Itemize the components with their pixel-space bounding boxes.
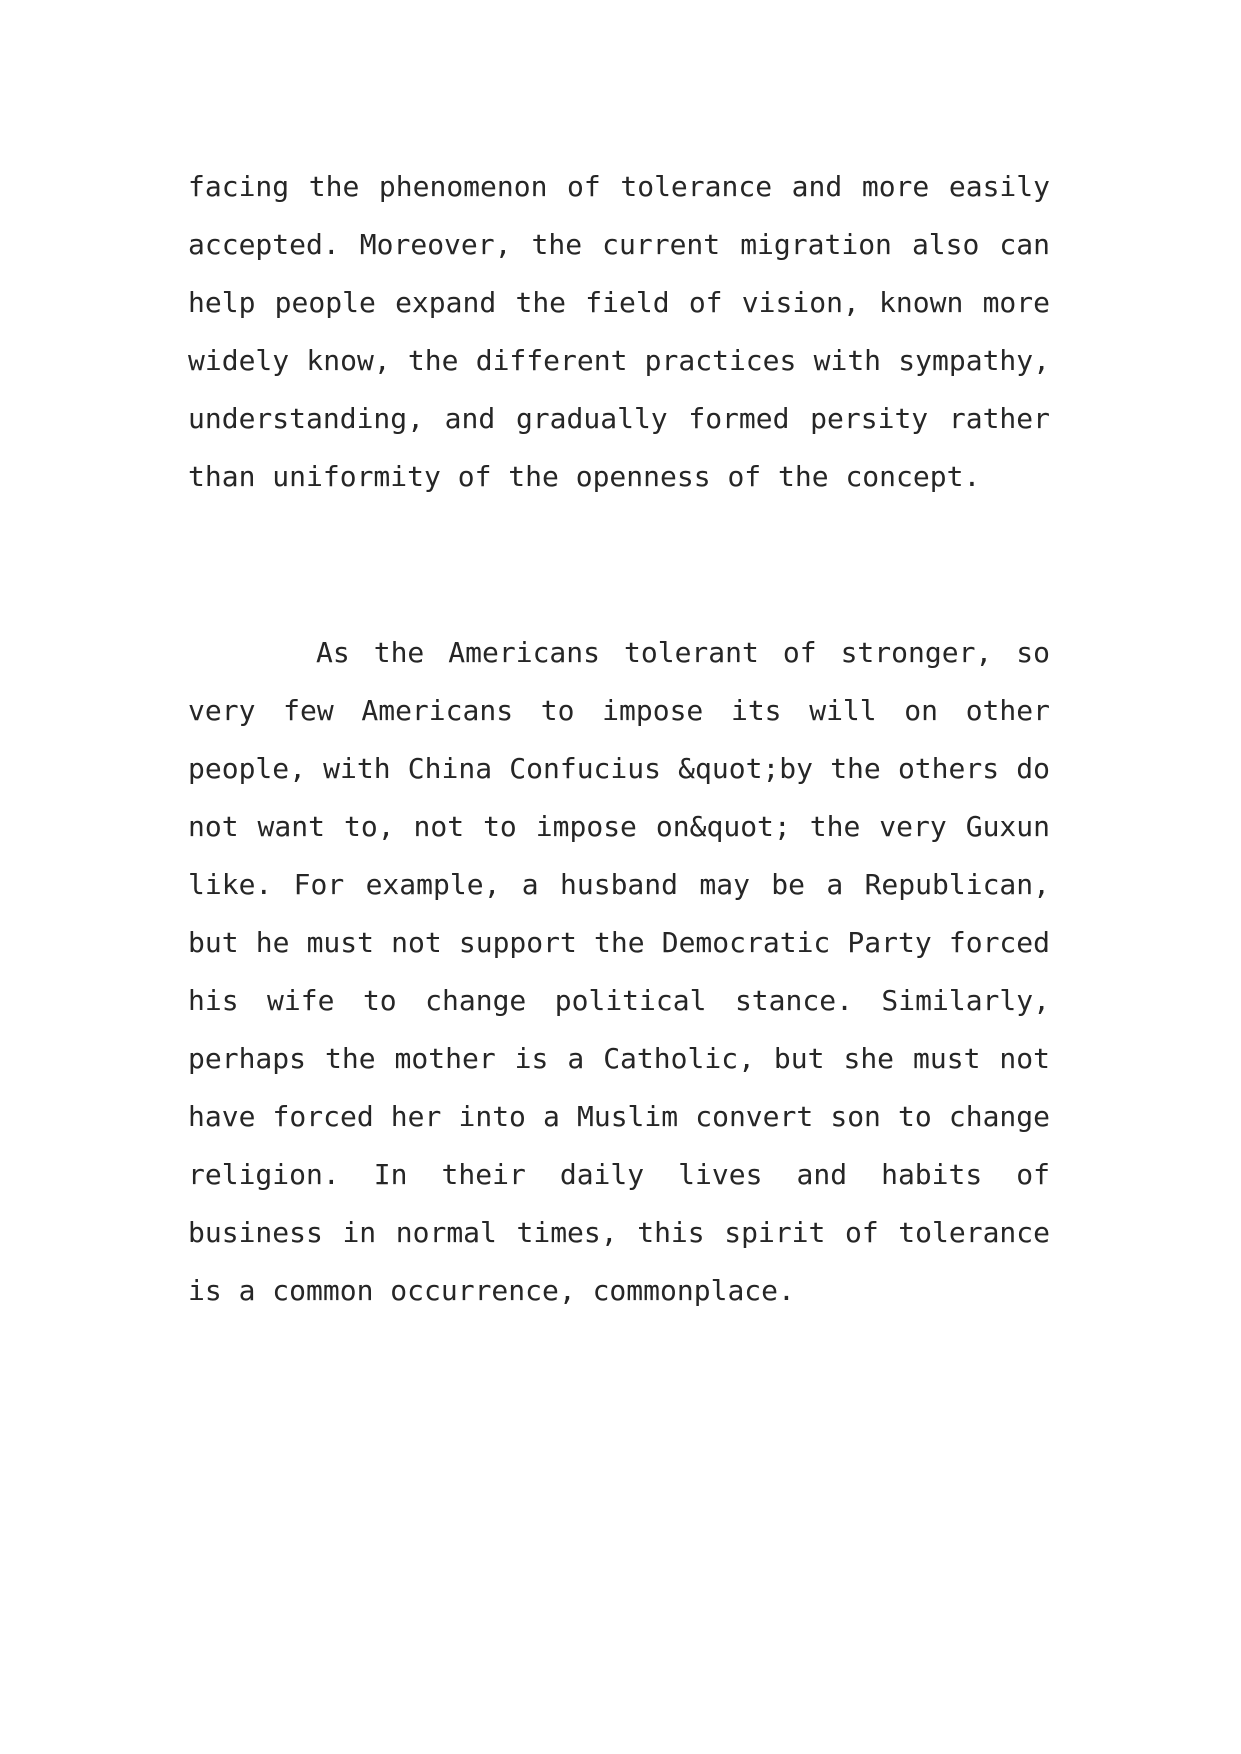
- paragraph-line: very few Americans to impose its will on other: [188, 694, 1050, 727]
- paragraph-line: but he must not support the Democratic Party forced: [188, 926, 1050, 959]
- paragraph-line: help people expand the field of vision, known more: [188, 286, 1050, 319]
- paragraph-line: understanding, and gradually formed persity rather: [188, 402, 1050, 435]
- paragraph-line: like. For example, a husband may be a Republican,: [188, 868, 1050, 901]
- paragraph-line: not want to, not to impose on&quot; the very Guxun: [188, 810, 1050, 843]
- paragraph-line: perhaps the mother is a Catholic, but she must not: [188, 1042, 1050, 1075]
- paragraph-line: accepted. Moreover, the current migration also can: [188, 228, 1050, 261]
- paragraph-line: is a common occurrence, commonplace.: [188, 1274, 795, 1307]
- paragraph-line: facing the phenomenon of tolerance and more easily: [188, 170, 1050, 203]
- paragraph-line: As the Americans tolerant of stronger, so: [316, 636, 1050, 669]
- paragraph-line: religion. In their daily lives and habits of: [188, 1158, 1050, 1191]
- paragraph-line: business in normal times, this spirit of tolerance: [188, 1216, 1050, 1249]
- paragraph-line: his wife to change political stance. Similarly,: [188, 984, 1050, 1017]
- paragraph-line: have forced her into a Muslim convert son to change: [188, 1100, 1050, 1133]
- paragraph-line: people, with China Confucius &quot;by the others do: [188, 752, 1050, 785]
- paragraph-1: [188, 158, 1050, 506]
- paragraph-line: widely know, the different practices with sympathy,: [188, 344, 1050, 377]
- paragraph-2: [188, 624, 1050, 1320]
- paragraph-line: than uniformity of the openness of the concept.: [188, 460, 981, 493]
